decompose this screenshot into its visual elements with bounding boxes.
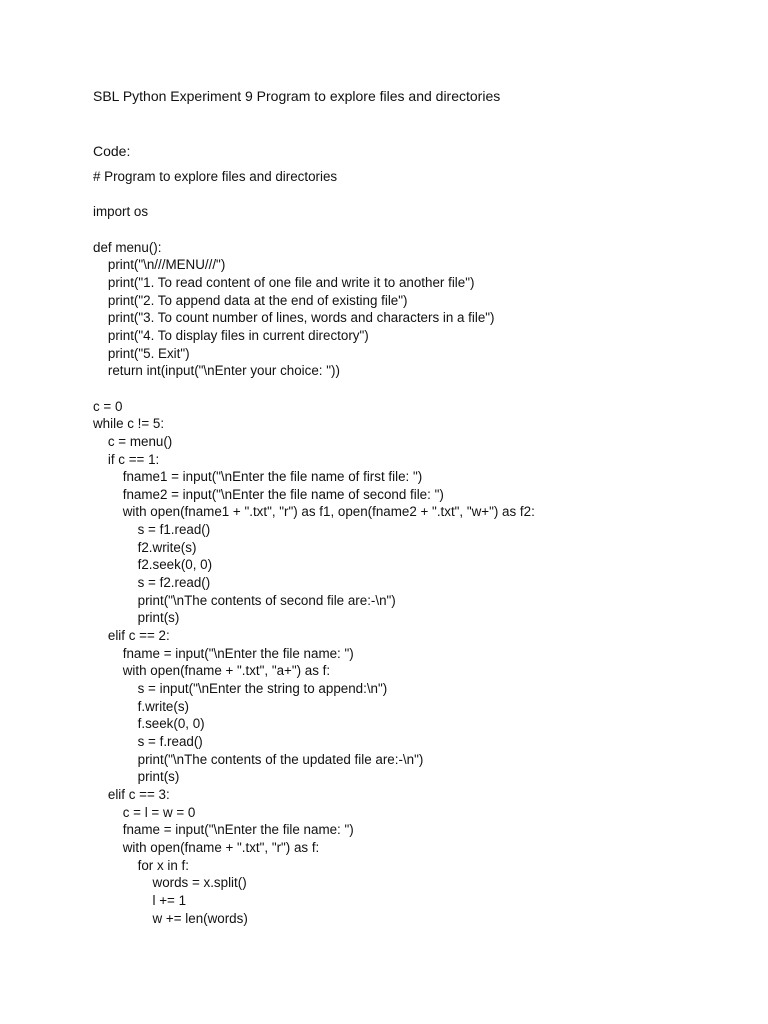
code-line: elif c == 3: <box>93 786 170 802</box>
code-line: fname1 = input("\nEnter the file name of first file: ") <box>93 469 423 485</box>
code-line: fname = input("\nEnter the file name: ") <box>93 645 354 661</box>
code-line: print(s) <box>93 610 180 626</box>
code-line: w += len(words) <box>93 910 248 926</box>
code-line: for x in f: <box>93 857 189 873</box>
code-line: fname = input("\nEnter the file name: ") <box>93 822 354 838</box>
code-label: Code: <box>93 143 131 159</box>
code-line <box>93 380 753 398</box>
code-line: c = 0 <box>93 398 123 414</box>
code-line: print("4. To display files in current directory") <box>93 327 369 343</box>
code-line: elif c == 2: <box>93 628 170 644</box>
code-line: f.seek(0, 0) <box>93 716 205 732</box>
code-line <box>93 186 753 204</box>
code-line: fname2 = input("\nEnter the file name of second file: ") <box>93 486 444 502</box>
code-line: # Program to explore files and directories <box>93 169 338 184</box>
code-line: s = input("\nEnter the string to append:\n") <box>93 681 388 697</box>
code-line: s = f1.read() <box>93 522 211 538</box>
code-line: print("\nThe contents of second file are:-\n") <box>93 592 396 608</box>
code-line: def menu(): <box>93 239 162 255</box>
code-block <box>93 168 753 927</box>
code-line: print("1. To read content of one file and write it to another file") <box>93 274 475 290</box>
code-line: if c == 1: <box>93 451 160 467</box>
code-line: words = x.split() <box>93 875 247 891</box>
code-line: import os <box>93 204 149 220</box>
code-line: with open(fname + ".txt", "r") as f: <box>93 839 320 855</box>
code-line <box>93 221 753 239</box>
code-line: print("2. To append data at the end of existing file") <box>93 292 408 308</box>
code-line: f2.seek(0, 0) <box>93 557 213 573</box>
code-line: with open(fname + ".txt", "a+") as f: <box>93 663 331 679</box>
code-line: c = menu() <box>93 433 173 449</box>
code-line: with open(fname1 + ".txt", "r") as f1, open(fname2 + ".txt", "w+") as f2: <box>93 504 535 520</box>
code-line: while c != 5: <box>93 416 165 432</box>
code-line: c = l = w = 0 <box>93 804 196 820</box>
code-line: print("\nThe contents of the updated file are:-\n") <box>93 751 424 767</box>
code-line: s = f.read() <box>93 734 203 749</box>
document-title: SBL Python Experiment 9 Program to explore files and directories <box>93 88 501 104</box>
code-line: f2.write(s) <box>93 539 197 555</box>
code-line: print(s) <box>93 769 180 785</box>
code-line: l += 1 <box>93 892 187 908</box>
code-line: return int(input("\nEnter your choice: ")) <box>93 363 340 379</box>
code-line: print("\n///MENU///") <box>93 257 226 273</box>
code-line: f.write(s) <box>93 698 189 714</box>
code-line: print("5. Exit") <box>93 345 190 361</box>
code-line: print("3. To count number of lines, words and characters in a file") <box>93 310 495 326</box>
code-line: s = f2.read() <box>93 575 211 591</box>
